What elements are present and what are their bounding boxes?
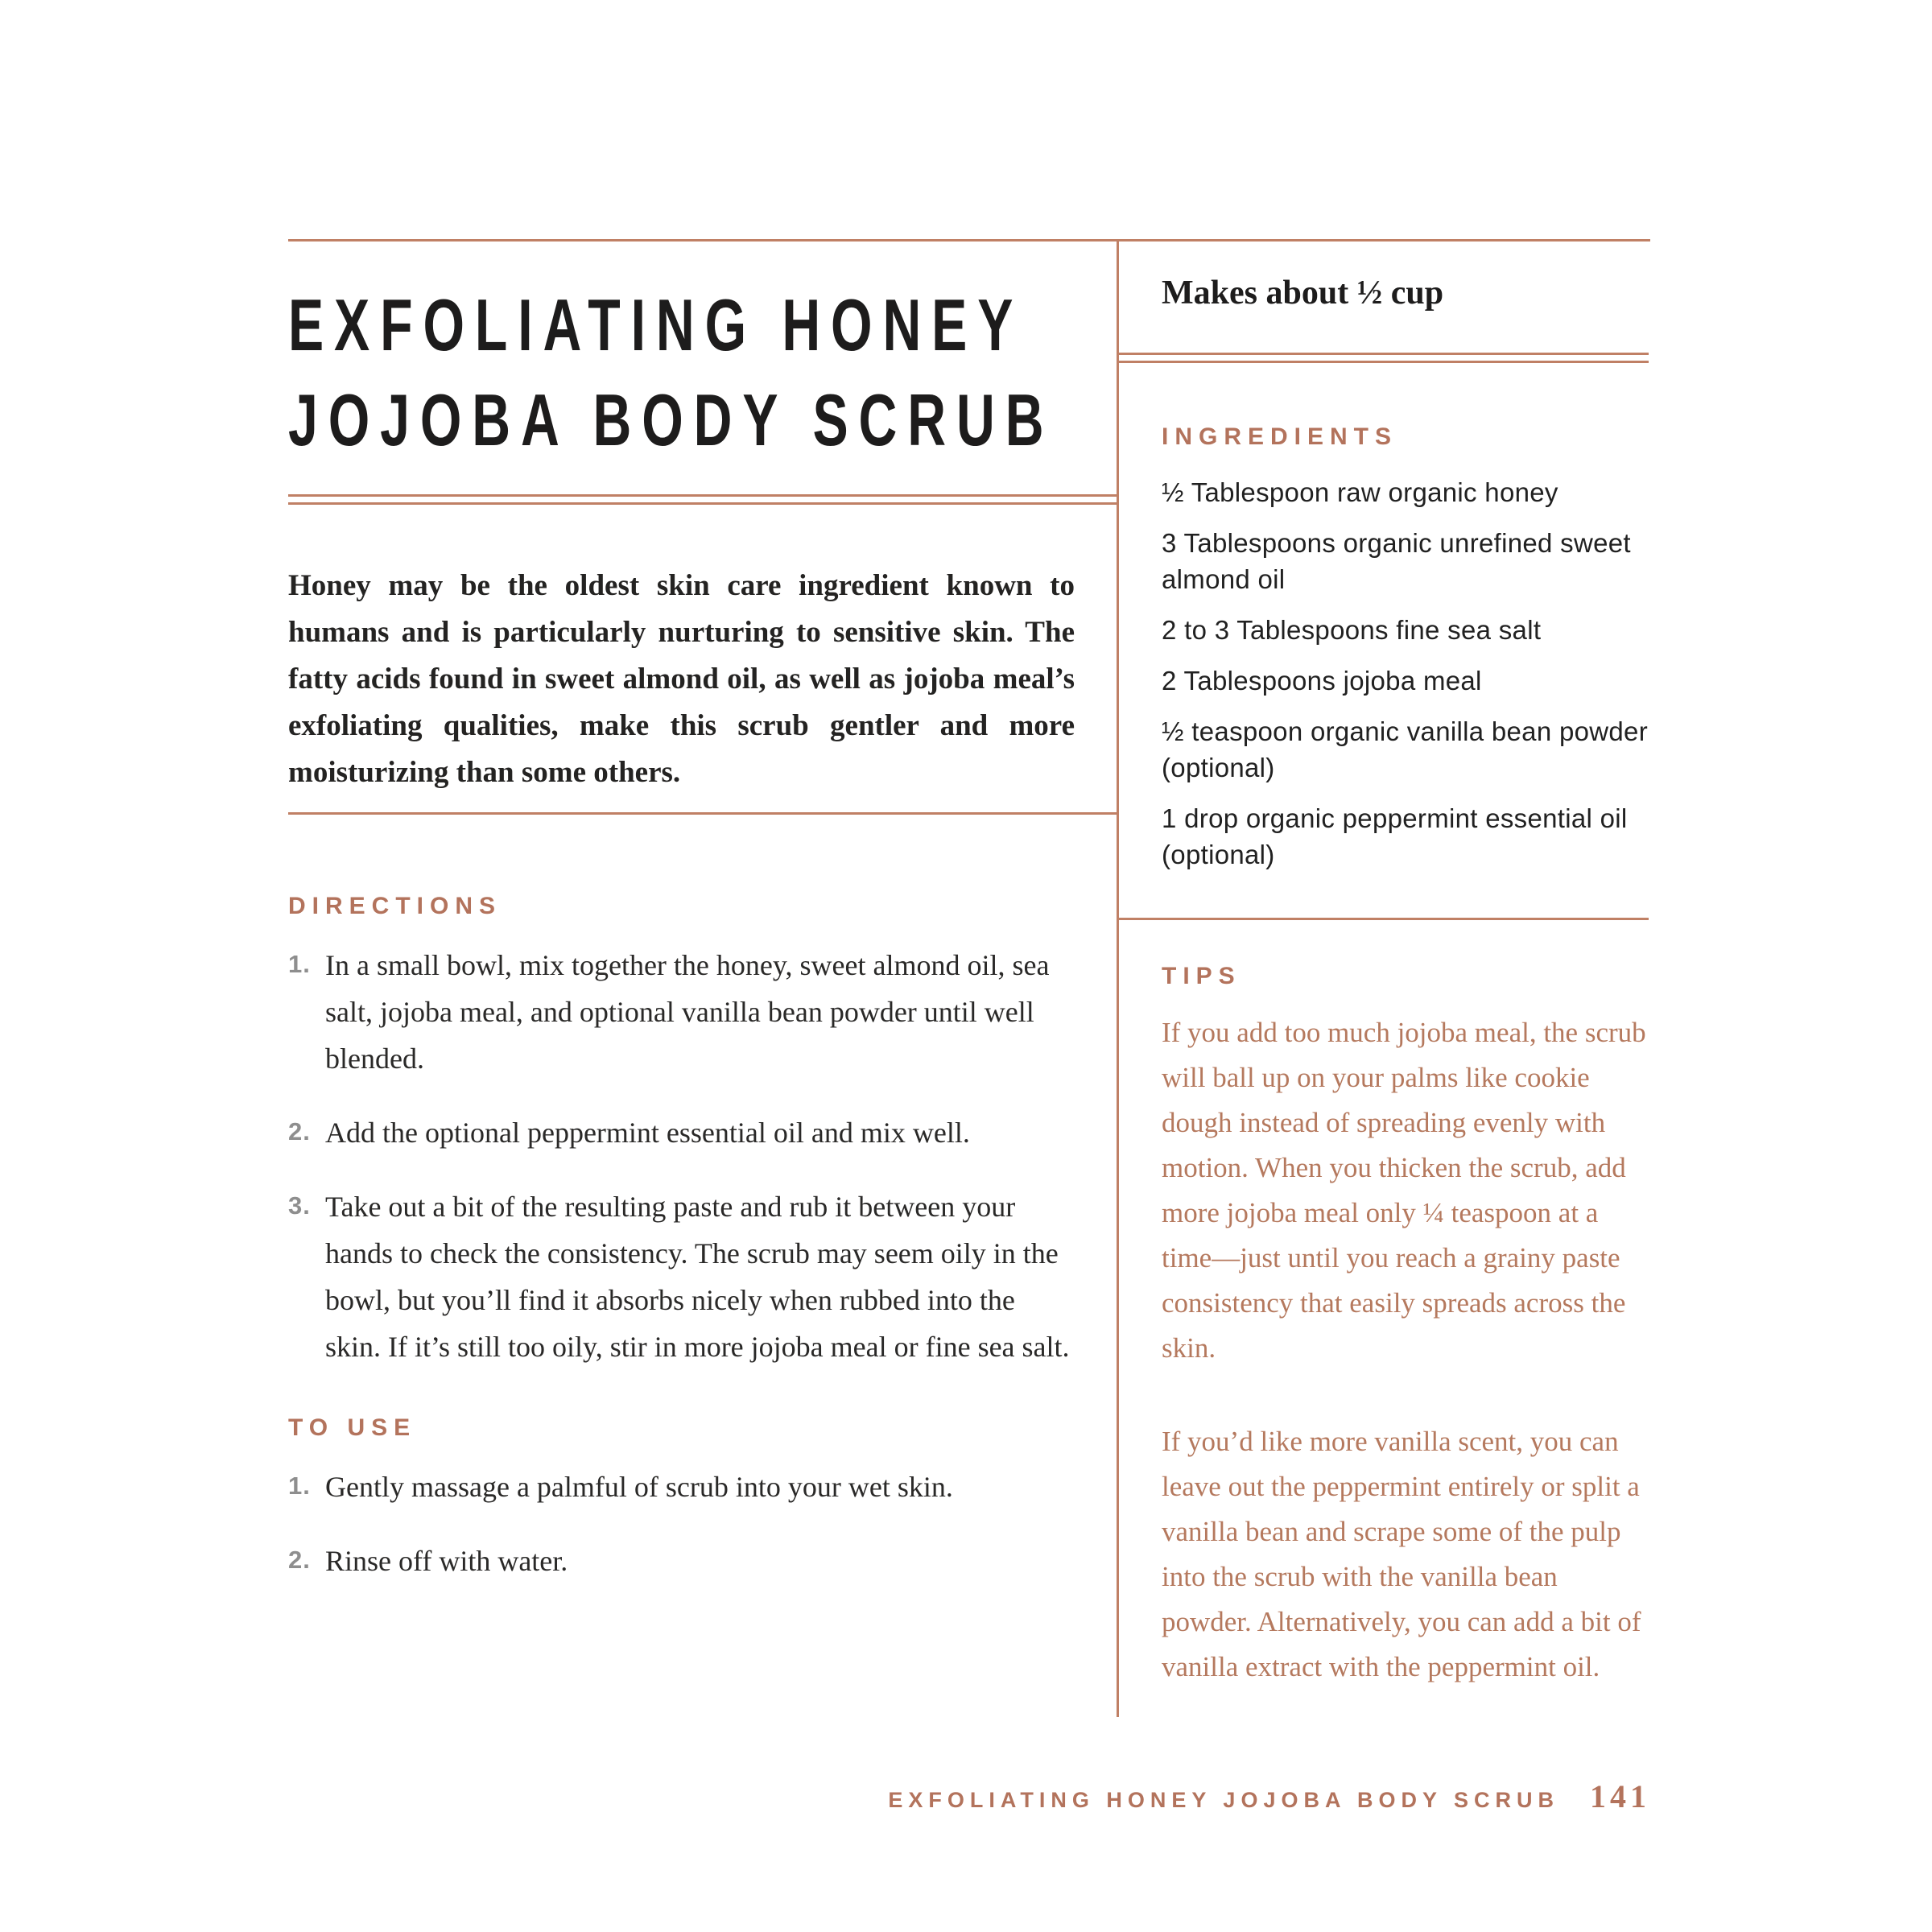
- tips-paragraph: If you add too much jojoba meal, the scrub will ball up on your palms like cookie dough instead of spreading evenly with motion. When you thicken the scrub, add more jojoba meal only ¼ teaspoon at a time—just until you reach a grainy paste consistency that easily spreads across the skin.: [1162, 1017, 1646, 1364]
- recipe-title: [288, 279, 1117, 469]
- intro-underline-rule: [288, 812, 1117, 815]
- step-text: Add the optional peppermint essential oil and mix well.: [325, 1117, 970, 1149]
- recipe-title-line-2: JOJOBA BODY SCRUB: [288, 380, 1055, 462]
- step-number: 1.: [288, 1472, 311, 1500]
- sidebar-column: [1119, 242, 1649, 1690]
- direction-step: [288, 1109, 1075, 1156]
- direction-step: [288, 1183, 1075, 1370]
- ingredients-list: [1162, 474, 1649, 873]
- to-use-list: [288, 1463, 1117, 1584]
- yield-underline-rule: [1119, 353, 1649, 363]
- tips-heading: TIPS: [1162, 963, 1241, 989]
- ingredient-item: 2 to 3 Tablespoons fine sea salt: [1162, 615, 1542, 645]
- directions-list: [288, 942, 1117, 1370]
- to-use-heading: TO USE: [288, 1414, 417, 1441]
- step-text: In a small bowl, mix together the honey, sweet almond oil, sea salt, jojoba meal, and optional vanilla bean powder until well blended.: [325, 949, 1050, 1075]
- step-text: Gently massage a palmful of scrub into your wet skin.: [325, 1471, 953, 1503]
- tips-section: [1162, 1010, 1649, 1690]
- main-column: [288, 242, 1117, 1584]
- step-number: 1.: [288, 950, 311, 978]
- direction-step: [288, 942, 1075, 1082]
- step-number: 2.: [288, 1546, 311, 1574]
- title-underline-rule: [288, 494, 1117, 505]
- to-use-step: [288, 1463, 1075, 1510]
- recipe-title-line-1: EXFOLIATING HONEY: [288, 285, 1024, 367]
- step-number: 3.: [288, 1191, 311, 1220]
- ingredient-item: 3 Tablespoons organic unrefined sweet almond oil: [1162, 528, 1631, 594]
- to-use-step: [288, 1538, 1075, 1584]
- tips-paragraph: If you’d like more vanilla scent, you can leave out the peppermint entirely or split a vanilla bean and scrape some of the pulp into the scrub with the vanilla bean powder. Alternatively, you can add a bit of vanilla extract with the peppermint oil.: [1162, 1426, 1641, 1682]
- footer-page-number: 141: [1590, 1778, 1650, 1814]
- footer-recipe-name: EXFOLIATING HONEY JOJOBA BODY SCRUB: [888, 1788, 1559, 1812]
- intro-paragraph: Honey may be the oldest skin care ingredient known to humans and is particularly nurturing to sensitive skin. The fatty acids found in sweet almond oil, as well as jojoba meal’s exfoliating qualities, make this scrub gentler and more moisturizing than some others.: [288, 569, 1075, 789]
- ingredient-item: ½ Tablespoon raw organic honey: [1162, 477, 1558, 507]
- step-text: Take out a bit of the resulting paste and rub it between your hands to check the consistency. The scrub may seem oily in the bowl, but you’ll find it absorbs nicely when rubbed into the skin. If it’s still too oily, stir in more jojoba meal or fine sea salt.: [325, 1191, 1070, 1363]
- directions-heading: DIRECTIONS: [288, 893, 502, 919]
- yield-note: Makes about ½ cup: [1162, 275, 1444, 312]
- step-text: Rinse off with water.: [325, 1545, 568, 1577]
- ingredient-item: 2 Tablespoons jojoba meal: [1162, 666, 1482, 696]
- ingredients-heading: INGREDIENTS: [1162, 423, 1398, 450]
- step-number: 2.: [288, 1117, 311, 1146]
- ingredient-item: 1 drop organic peppermint essential oil (optional): [1162, 803, 1628, 869]
- tips-divider-rule: [1119, 918, 1649, 920]
- ingredient-item: ½ teaspoon organic vanilla bean powder (optional): [1162, 716, 1648, 782]
- page-footer: [288, 1778, 1650, 1816]
